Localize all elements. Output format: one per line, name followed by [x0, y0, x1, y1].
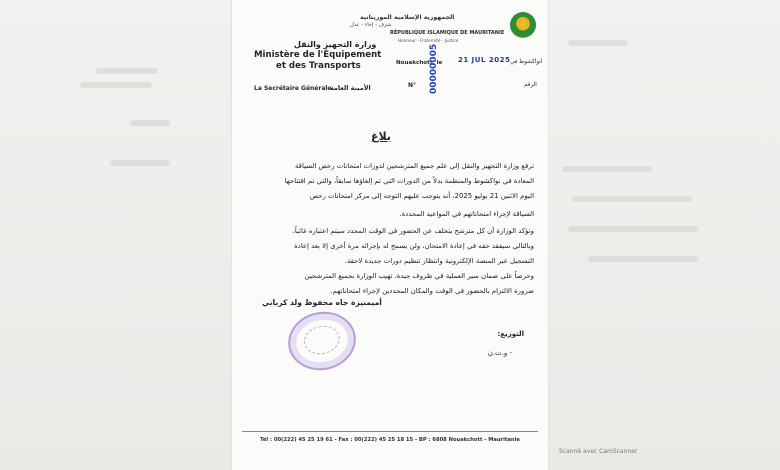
signatory-name: أميمنيزة جاه محفوظ ولد كرباني [262, 298, 382, 307]
document-title: بلاغ [371, 130, 391, 143]
ministry-name-arabic: وزارة التجهيز والنقل [294, 40, 377, 49]
scanner-caption: Scanné avec CamScanner [559, 448, 638, 455]
distribution-label: التوزيع: [497, 330, 524, 338]
body-line: اليوم الاثنين 21 يوليو 2025، أنه يتوجب عليهم التوجه إلى مركز امتحانات رخص [309, 192, 534, 200]
distribution-item: - و.ت.ن [487, 349, 512, 357]
footer-contact: Tél : 00(222) 45 25 19 61 - Fax : 00(222) 45 25 18 15 - BP : 6808 Nouakchott - Mauritanie [260, 437, 520, 443]
body-line: التسجيل عبر المنصة الإلكترونية وانتظار تنظيم دورات جديدة لاحقة. [344, 257, 534, 265]
republic-motto-french: Honneur - Fraternité - Justice [398, 38, 459, 43]
reference-number-label-french: N° [408, 82, 417, 89]
footer-divider [242, 431, 538, 432]
body-line: وحرصاً على ضمان سير العملية في ظروف جيدة، تهيب الوزارة بجميع المترشحين [304, 272, 534, 280]
place-date-french: Nouakchott, le [396, 60, 443, 66]
body-line: وبالتالي سيفقد حقه في إعادة الامتحان، ولن يسمح له بإجرائه مرة أخرى إلا بعد إعادة [294, 242, 534, 250]
body-line: ترفع وزارة التجهيز والنقل إلى علم جميع المترشحين لدورات امتحانات رخص السياقة [294, 162, 534, 170]
document-page [232, 0, 548, 470]
background-blur-left [0, 0, 232, 470]
secretariat-arabic: الأمينة العامة [330, 84, 371, 92]
republic-name-french: RÉPUBLIQUE ISLAMIQUE DE MAURITANIE [390, 30, 505, 36]
place-date-arabic: انواكشوط في [510, 59, 543, 65]
official-seal-stamp [283, 306, 362, 377]
ministry-name-french-line2: et des Transports [276, 61, 361, 71]
date-stamp: 21 JUL 2025 [458, 56, 511, 64]
mauritania-emblem-icon [510, 12, 536, 38]
body-line: المعادة في نواكشوط والمنظمة بدلاً من الدورات التي تم إلغاؤها سابقاً، والتي تم افتتاحها [284, 177, 534, 185]
background-blur-right [548, 0, 780, 470]
body-line: السياقة لإجراء امتحاناتهم في المواعيد المحددة. [399, 210, 534, 218]
ministry-name-french-line1: Ministère de l'Équipement [254, 50, 382, 60]
body-line: ضرورة الالتزام بالحضور في الوقت والمكان المحددين لإجراء امتحاناتهم. [330, 287, 534, 295]
republic-motto-arabic: شرف - إخاء - عدل [350, 22, 392, 28]
reference-number-label-arabic: الرقم [524, 82, 537, 88]
secretariat-french: La Secrétaire Générale [254, 85, 332, 92]
republic-name-arabic: الجمهورية الإسلامية الموريتانية [360, 14, 455, 21]
reference-number-stamp: 00000005 [429, 43, 439, 94]
body-line: وتؤكد الوزارة أن كل مترشح يتخلف عن الحضور في الوقت المحدد سيتم اعتباره غائباً، [292, 227, 534, 235]
